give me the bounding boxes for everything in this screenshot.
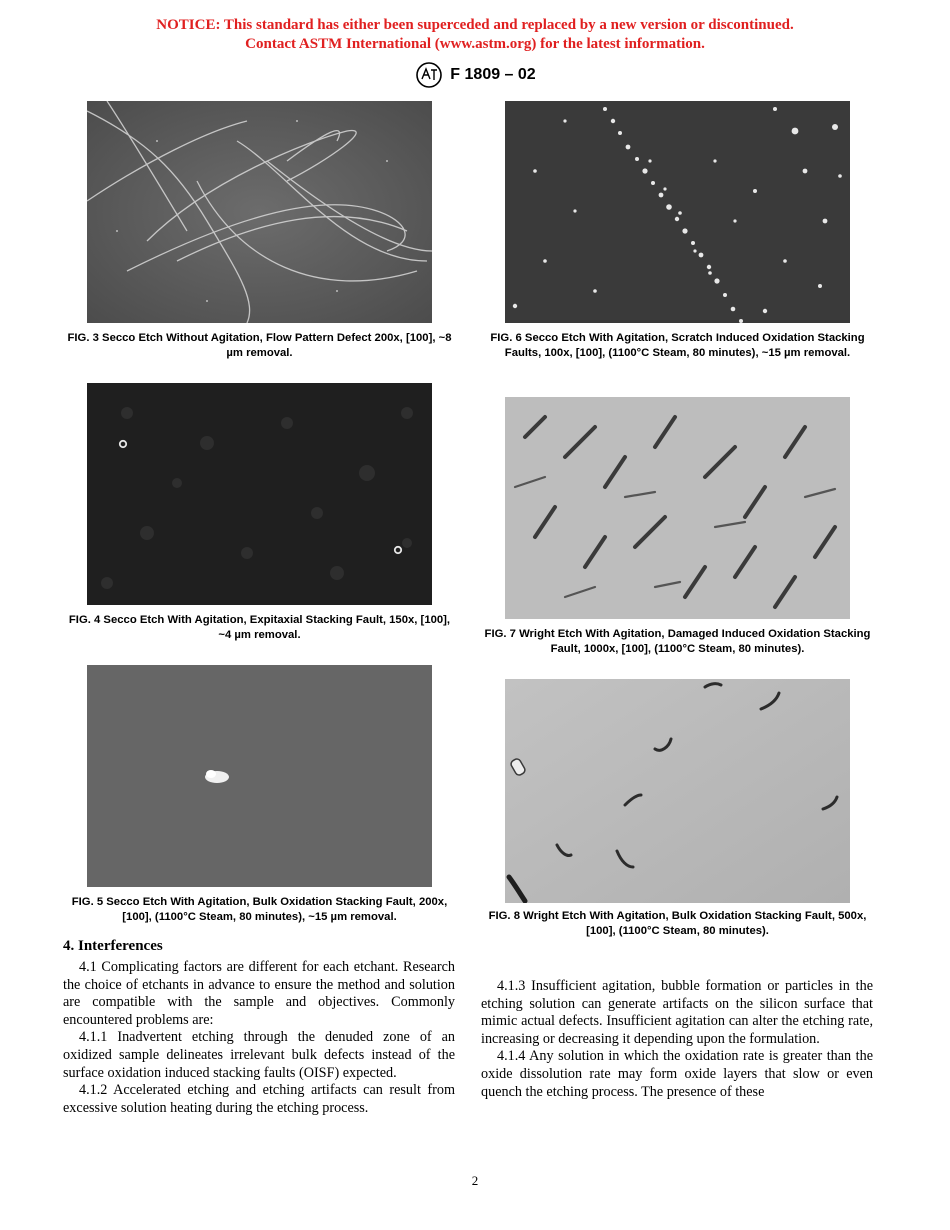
- figure-5-image: [87, 665, 432, 887]
- figure-3-image: [87, 101, 432, 323]
- designation-number: F 1809 – 02: [450, 66, 536, 83]
- designation-header: [0, 61, 950, 89]
- figure-6-image: [505, 101, 850, 323]
- notice-line-2: Contact ASTM International (www.astm.org) for the latest information.: [245, 36, 705, 52]
- right-text-column: [481, 978, 873, 1101]
- figure-5-caption: FIG. 5 Secco Etch With Agitation, Bulk Oxidation Stacking Fault, 200x, [100], (1100°C Steam, 80 minutes), ~15 µm removal.: [71, 896, 448, 923]
- notice-line-1: NOTICE: This standard has either been superceded and replaced by a new version or discontinued.: [156, 17, 794, 33]
- section-heading: 4. Interferences: [63, 938, 163, 954]
- paragraph-4-1-3: 4.1.3 Insufficient agitation, bubble formation or particles in the etching solution can generate artifacts on the silicon surface that mimic actual defects. Insufficient agitation can alter the etching rate, increasing or decreasing it depending upon the formulation.: [481, 978, 873, 1047]
- astm-logo-icon: [414, 61, 444, 89]
- figure-7-image: [505, 397, 850, 619]
- figure-3-caption: FIG. 3 Secco Etch Without Agitation, Flow Pattern Defect 200x, [100], ~8 µm removal.: [67, 332, 452, 359]
- figure-4-caption: FIG. 4 Secco Etch With Agitation, Expitaxial Stacking Fault, 150x, [100], ~4 µm removal.: [68, 614, 451, 641]
- figure-6-caption: FIG. 6 Secco Etch With Agitation, Scratch Induced Oxidation Stacking Faults, 100x, [100], (1100°C Steam, 80 minutes), ~15 µm removal.: [490, 332, 865, 359]
- paragraph-4-1-1: 4.1.1 Inadvertent etching through the denuded zone of an oxidized sample delineates irrelevant bulk defects instead of the surface oxidation induced stacking faults (OISF) expected.: [63, 1029, 455, 1081]
- figure-8-caption: FIG. 8 Wright Etch With Agitation, Bulk Oxidation Stacking Fault, 500x, [100], (1100°C Steam, 80 minutes).: [488, 910, 867, 937]
- paragraph-4-1: 4.1 Complicating factors are different for each etchant. Research the choice of etchants in advance to ensure the method and solution are compatible with the sample and objectives. Commonly encountered problems are:: [63, 959, 455, 1028]
- left-text-column: [63, 938, 455, 1117]
- paragraph-4-1-4: 4.1.4 Any solution in which the oxidation rate is greater than the oxide dissolution rate may form oxide layers that slow or even quench the etching process. The presence of these: [481, 1048, 873, 1100]
- paragraph-4-1-2: 4.1.2 Accelerated etching and etching artifacts can result from excessive solution heating during the etching process.: [63, 1082, 455, 1116]
- figure-4-image: [87, 383, 432, 605]
- page-number: 2: [471, 1173, 479, 1188]
- figure-7-caption: FIG. 7 Wright Etch With Agitation, Damaged Induced Oxidation Stacking Fault, 1000x, [100], (1100°C Steam, 80 minutes).: [484, 628, 871, 655]
- figure-8-image: [505, 679, 850, 903]
